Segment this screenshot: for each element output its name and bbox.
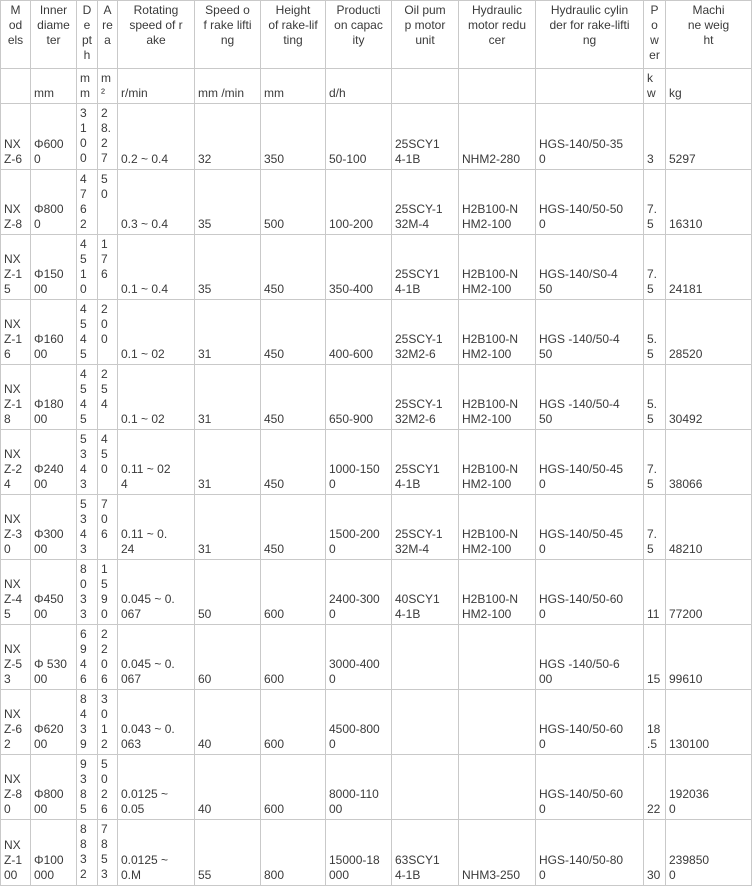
table-cell: 7. 5 <box>644 430 666 495</box>
table-cell: 7. 5 <box>644 170 666 235</box>
table-cell: H2B100-N HM2-100 <box>459 365 536 430</box>
table-cell: 2 2 0 6 <box>98 625 118 690</box>
header-cell: A re a <box>98 1 118 69</box>
header-cell: Hydraulic cylin der for rake-lifti ng <box>536 1 644 69</box>
table-cell: 40 <box>195 690 261 755</box>
table-cell: 2 8. 2 7 <box>98 104 118 170</box>
table-cell: Φ 530 00 <box>31 625 77 690</box>
table-cell: HGS-140/50-60 0 <box>536 560 644 625</box>
table-cell: 24181 <box>666 235 752 300</box>
table-cell: 450 <box>261 300 326 365</box>
table-row <box>1 560 752 625</box>
table-cell: Φ620 00 <box>31 690 77 755</box>
table-cell: Φ100 000 <box>31 820 77 886</box>
table-cell: HGS -140/50-6 00 <box>536 625 644 690</box>
table-cell: 7. 5 <box>644 495 666 560</box>
table-row <box>1 430 752 495</box>
table-cell: 31 <box>195 430 261 495</box>
table-cell: 25SCY1 4-1B <box>392 430 459 495</box>
table-cell: 5 0 2 6 <box>98 755 118 820</box>
table-cell: 55 <box>195 820 261 886</box>
unit-cell <box>392 69 459 104</box>
table-cell: 77200 <box>666 560 752 625</box>
table-cell: 192036 0 <box>666 755 752 820</box>
table-cell: NX Z-6 2 <box>1 690 31 755</box>
table-cell: 0.2 ~ 0.4 <box>118 104 195 170</box>
table-cell: 25SCY-1 32M2-6 <box>392 300 459 365</box>
table-cell: 0.0125 ~ 0.05 <box>118 755 195 820</box>
table-cell: 30 <box>644 820 666 886</box>
table-row <box>1 170 752 235</box>
table-cell: 600 <box>261 625 326 690</box>
table-cell: 7 8 5 3 <box>98 820 118 886</box>
table-cell: 0.1 ~ 02 <box>118 300 195 365</box>
header-cell: Machi ne weig ht <box>666 1 752 69</box>
table-cell: 1 7 6 <box>98 235 118 300</box>
table-cell: 600 <box>261 755 326 820</box>
table-cell: H2B100-N HM2-100 <box>459 235 536 300</box>
table-cell: H2B100-N HM2-100 <box>459 495 536 560</box>
table-cell: NX Z-1 8 <box>1 365 31 430</box>
table-cell: 0.045 ~ 0. 067 <box>118 625 195 690</box>
table-cell: 1 5 9 0 <box>98 560 118 625</box>
table-cell: 22 <box>644 755 666 820</box>
table-cell: Φ160 00 <box>31 300 77 365</box>
header-cell: Oil pum p motor unit <box>392 1 459 69</box>
header-cell: Hydraulic motor redu cer <box>459 1 536 69</box>
table-cell <box>459 690 536 755</box>
header-row <box>1 1 752 69</box>
table-cell: NX Z-1 00 <box>1 820 31 886</box>
table-cell: 25SCY-1 32M-4 <box>392 495 459 560</box>
table-cell: 0.045 ~ 0. 067 <box>118 560 195 625</box>
table-cell: 5. 5 <box>644 300 666 365</box>
table-cell: HGS-140/50-50 0 <box>536 170 644 235</box>
table-cell: 0.1 ~ 0.4 <box>118 235 195 300</box>
table-cell: 99610 <box>666 625 752 690</box>
table-cell: 4 7 6 2 <box>77 170 98 235</box>
table-cell: NX Z-2 4 <box>1 430 31 495</box>
units-row <box>1 69 752 104</box>
table-cell: 4 5 4 5 <box>77 365 98 430</box>
table-cell: NX Z-8 0 <box>1 755 31 820</box>
table-cell: 350 <box>261 104 326 170</box>
table-cell: 3000-400 0 <box>326 625 392 690</box>
table-cell: Φ450 00 <box>31 560 77 625</box>
table-cell: 16310 <box>666 170 752 235</box>
table-row <box>1 365 752 430</box>
table-cell: 48210 <box>666 495 752 560</box>
unit-cell: k w <box>644 69 666 104</box>
table-cell: 25SCY-1 32M-4 <box>392 170 459 235</box>
unit-cell: mm /min <box>195 69 261 104</box>
table-cell: H2B100-N HM2-100 <box>459 300 536 365</box>
table-cell: 63SCY1 4-1B <box>392 820 459 886</box>
table-cell: 450 <box>261 430 326 495</box>
table-cell: 4 5 1 0 <box>77 235 98 300</box>
table-cell: 6 9 4 6 <box>77 625 98 690</box>
table-cell: HGS-140/50-60 0 <box>536 755 644 820</box>
header-cell: Inner diame ter <box>31 1 77 69</box>
table-cell: 35 <box>195 235 261 300</box>
table-cell: 25SCY1 4-1B <box>392 104 459 170</box>
table-cell: 40SCY1 4-1B <box>392 560 459 625</box>
table-cell: 2 5 4 <box>98 365 118 430</box>
table-cell: 3 <box>644 104 666 170</box>
table-cell: 7 0 6 <box>98 495 118 560</box>
header-cell: Rotating speed of r ake <box>118 1 195 69</box>
table-cell: 31 <box>195 495 261 560</box>
header-cell: Height of rake-lif ting <box>261 1 326 69</box>
table-cell: 15 <box>644 625 666 690</box>
table-cell: 1000-150 0 <box>326 430 392 495</box>
table-cell: 8 8 3 2 <box>77 820 98 886</box>
table-cell: 0.043 ~ 0. 063 <box>118 690 195 755</box>
table-cell: Φ600 0 <box>31 104 77 170</box>
table-cell: 15000-18 000 <box>326 820 392 886</box>
unit-cell: d/h <box>326 69 392 104</box>
table-cell: NX Z-6 <box>1 104 31 170</box>
table-cell: Φ150 00 <box>31 235 77 300</box>
table-cell: 11 <box>644 560 666 625</box>
table-cell: 800 <box>261 820 326 886</box>
header-cell: Producti on capac ity <box>326 1 392 69</box>
table-cell: 5. 5 <box>644 365 666 430</box>
table-row <box>1 625 752 690</box>
table-cell: 1500-200 0 <box>326 495 392 560</box>
table-cell: HGS-140/50-60 0 <box>536 690 644 755</box>
table-cell: 8000-110 00 <box>326 755 392 820</box>
table-cell: 5 3 4 3 <box>77 495 98 560</box>
table-cell: 5297 <box>666 104 752 170</box>
table-cell: NX Z-3 0 <box>1 495 31 560</box>
table-cell: H2B100-N HM2-100 <box>459 560 536 625</box>
table-cell: Φ800 00 <box>31 755 77 820</box>
table-cell: HGS-140/S0-4 50 <box>536 235 644 300</box>
table-cell: 450 <box>261 495 326 560</box>
table-cell: 25SCY-1 32M2-6 <box>392 365 459 430</box>
table-cell: 350-400 <box>326 235 392 300</box>
table-cell: 35 <box>195 170 261 235</box>
table-cell: 28520 <box>666 300 752 365</box>
table-cell: 25SCY1 4-1B <box>392 235 459 300</box>
table-cell: 0.1 ~ 02 <box>118 365 195 430</box>
table-cell: NX Z-1 5 <box>1 235 31 300</box>
table-cell: NX Z-4 5 <box>1 560 31 625</box>
table-cell: 3 1 0 0 <box>77 104 98 170</box>
header-cell: P o w er <box>644 1 666 69</box>
table-cell: 500 <box>261 170 326 235</box>
table-cell: 3 0 1 2 <box>98 690 118 755</box>
table-cell: 4 5 0 <box>98 430 118 495</box>
table-cell: 450 <box>261 235 326 300</box>
table-cell: HGS -140/50-4 50 <box>536 300 644 365</box>
table-cell: HGS-140/50-35 0 <box>536 104 644 170</box>
table-cell: 600 <box>261 690 326 755</box>
table-cell: HGS-140/50-80 0 <box>536 820 644 886</box>
unit-cell <box>1 69 31 104</box>
unit-cell: m² <box>98 69 118 104</box>
table-cell: 239850 0 <box>666 820 752 886</box>
table-cell: Φ180 00 <box>31 365 77 430</box>
table-cell: 2 0 0 <box>98 300 118 365</box>
table-cell: 30492 <box>666 365 752 430</box>
table-cell: 600 <box>261 560 326 625</box>
table-cell: 50-100 <box>326 104 392 170</box>
table-cell: 100-200 <box>326 170 392 235</box>
table-cell: HGS-140/50-45 0 <box>536 430 644 495</box>
table-row <box>1 820 752 886</box>
table-cell: 0.3 ~ 0.4 <box>118 170 195 235</box>
table-row <box>1 495 752 560</box>
table-row <box>1 235 752 300</box>
table-cell: 31 <box>195 300 261 365</box>
table-cell: NX Z-5 3 <box>1 625 31 690</box>
header-cell: M od els <box>1 1 31 69</box>
table-row <box>1 104 752 170</box>
table-cell: HGS -140/50-4 50 <box>536 365 644 430</box>
table-cell: Φ300 00 <box>31 495 77 560</box>
table-cell: NHM2-280 <box>459 104 536 170</box>
table-cell: NX Z-8 <box>1 170 31 235</box>
unit-cell <box>536 69 644 104</box>
table-cell: 5 0 <box>98 170 118 235</box>
table-cell: Φ240 00 <box>31 430 77 495</box>
table-cell: 9 3 8 5 <box>77 755 98 820</box>
table-cell: 8 4 3 9 <box>77 690 98 755</box>
table-cell: NHM3-250 <box>459 820 536 886</box>
table-cell: Φ800 0 <box>31 170 77 235</box>
table-cell: 4 5 4 5 <box>77 300 98 365</box>
table-cell: H2B100-N HM2-100 <box>459 170 536 235</box>
table-cell: 60 <box>195 625 261 690</box>
table-cell <box>459 755 536 820</box>
table-cell: 32 <box>195 104 261 170</box>
table-cell: 8 0 3 3 <box>77 560 98 625</box>
unit-cell: mm <box>31 69 77 104</box>
table-cell: 130100 <box>666 690 752 755</box>
table-cell: 400-600 <box>326 300 392 365</box>
unit-cell: kg <box>666 69 752 104</box>
table-cell: HGS-140/50-45 0 <box>536 495 644 560</box>
table-cell: 0.11 ~ 0. 24 <box>118 495 195 560</box>
table-cell: 40 <box>195 755 261 820</box>
table-row <box>1 755 752 820</box>
table-cell: 2400-300 0 <box>326 560 392 625</box>
unit-cell <box>459 69 536 104</box>
table-cell <box>392 625 459 690</box>
table-cell: 4500-800 0 <box>326 690 392 755</box>
table-cell: 18 .5 <box>644 690 666 755</box>
table-cell: 650-900 <box>326 365 392 430</box>
table-cell <box>459 625 536 690</box>
unit-cell: m m <box>77 69 98 104</box>
table-cell: 5 3 4 3 <box>77 430 98 495</box>
unit-cell: mm <box>261 69 326 104</box>
table-cell: 450 <box>261 365 326 430</box>
table-row <box>1 300 752 365</box>
table-cell: 0.11 ~ 02 4 <box>118 430 195 495</box>
unit-cell: r/min <box>118 69 195 104</box>
header-cell: D e pt h <box>77 1 98 69</box>
table-cell: H2B100-N HM2-100 <box>459 430 536 495</box>
table-cell: NX Z-1 6 <box>1 300 31 365</box>
table-row <box>1 690 752 755</box>
header-cell: Speed o f rake lifti ng <box>195 1 261 69</box>
table-cell: 50 <box>195 560 261 625</box>
table-cell: 31 <box>195 365 261 430</box>
table-cell: 38066 <box>666 430 752 495</box>
table-cell: 7. 5 <box>644 235 666 300</box>
table-cell <box>392 690 459 755</box>
table-cell: 0.0125 ~ 0.M <box>118 820 195 886</box>
table-cell <box>392 755 459 820</box>
